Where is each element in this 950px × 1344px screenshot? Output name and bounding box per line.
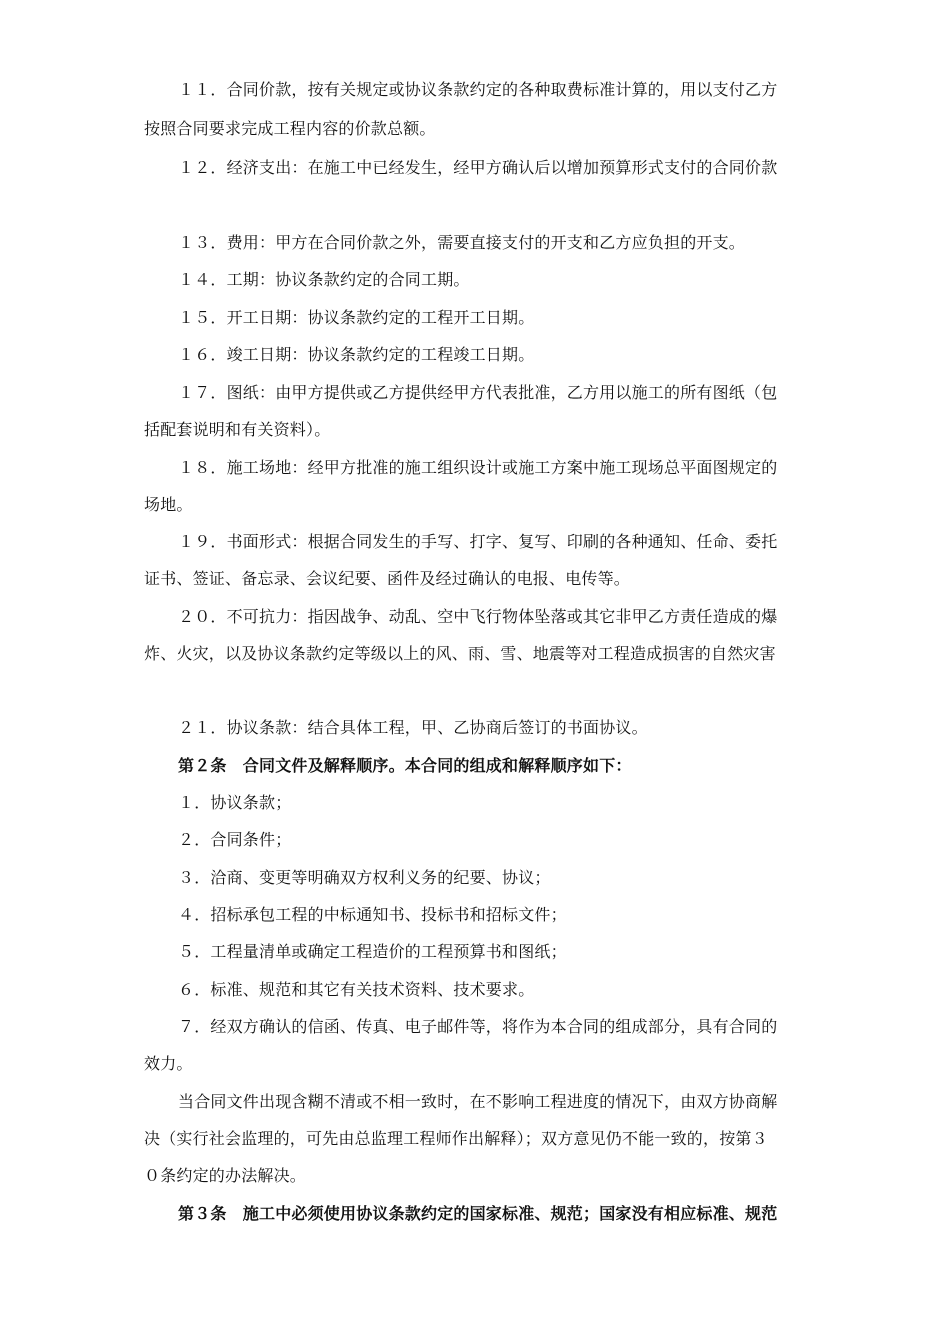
clause-16: １６．竣工日期：协议条款约定的工程竣工日期。: [178, 345, 535, 364]
clause-12-line-1: １２．经济支出：在施工中已经发生，经甲方确认后以增加预算形式支付的合同价款: [178, 158, 778, 177]
list-item-7-line-2: 效力。: [144, 1054, 193, 1073]
list-item-2: ２．合同条件；: [178, 830, 292, 849]
clause-17-line-2: 括配套说明和有关资料）。: [144, 420, 331, 439]
paragraph-line-2: 决（实行社会监理的，可先由总监理工程师作出解释）；双方意见仍不能一致的，按第３: [144, 1129, 768, 1148]
article-2-heading: 第２条 合同文件及解释顺序。本合同的组成和解释顺序如下：: [178, 756, 632, 775]
list-item-1: １．协议条款；: [178, 793, 292, 812]
list-item-7-line-1: ７．经双方确认的信函、传真、电子邮件等，将作为本合同的组成部分，具有合同的: [178, 1017, 778, 1036]
list-item-5: ５．工程量清单或确定工程造价的工程预算书和图纸；: [178, 942, 567, 961]
clause-20-line-2: 炸、火灾，以及协议条款约定等级以上的风、雨、雪、地震等对工程造成损害的自然灾害: [144, 644, 776, 663]
clause-20-line-1: ２０．不可抗力：指因战争、动乱、空中飞行物体坠落或其它非甲乙方责任造成的爆: [178, 607, 778, 626]
clause-15: １５．开工日期：协议条款约定的工程开工日期。: [178, 308, 535, 327]
list-item-4: ４．招标承包工程的中标通知书、投标书和招标文件；: [178, 905, 567, 924]
clause-11-line-1: １１．合同价款，按有关规定或协议条款约定的各种取费标准计算的，用以支付乙方: [178, 80, 778, 99]
clause-21: ２１．协议条款：结合具体工程，甲、乙协商后签订的书面协议。: [178, 718, 648, 737]
clause-18-line-1: １８．施工场地：经甲方批准的施工组织设计或施工方案中施工现场总平面图规定的: [178, 458, 778, 477]
clause-19-line-2: 证书、签证、备忘录、会议纪要、函件及经过确认的电报、电传等。: [144, 569, 631, 588]
list-item-6: ６．标准、规范和其它有关技术资料、技术要求。: [178, 980, 535, 999]
paragraph-line-1: 当合同文件出现含糊不清或不相一致时，在不影响工程进度的情况下，由双方协商解: [178, 1092, 778, 1111]
clause-14: １４．工期：协议条款约定的合同工期。: [178, 270, 470, 289]
clause-17-line-1: １７．图纸：由甲方提供或乙方提供经甲方代表批准，乙方用以施工的所有图纸（包: [178, 383, 778, 402]
clause-11-line-2: 按照合同要求完成工程内容的价款总额。: [144, 119, 436, 138]
paragraph-line-3: ０条约定的办法解决。: [144, 1166, 307, 1185]
list-item-3: ３．洽商、变更等明确双方权利义务的纪要、协议；: [178, 868, 551, 887]
clause-18-line-2: 场地。: [144, 495, 193, 514]
clause-13: １３．费用：甲方在合同价款之外，需要直接支付的开支和乙方应负担的开支。: [178, 233, 746, 252]
clause-19-line-1: １９．书面形式：根据合同发生的手写、打字、复写、印刷的各种通知、任命、委托: [178, 532, 778, 551]
article-3-heading: 第３条 施工中必须使用协议条款约定的国家标准、规范；国家没有相应标准、规范: [178, 1204, 778, 1223]
